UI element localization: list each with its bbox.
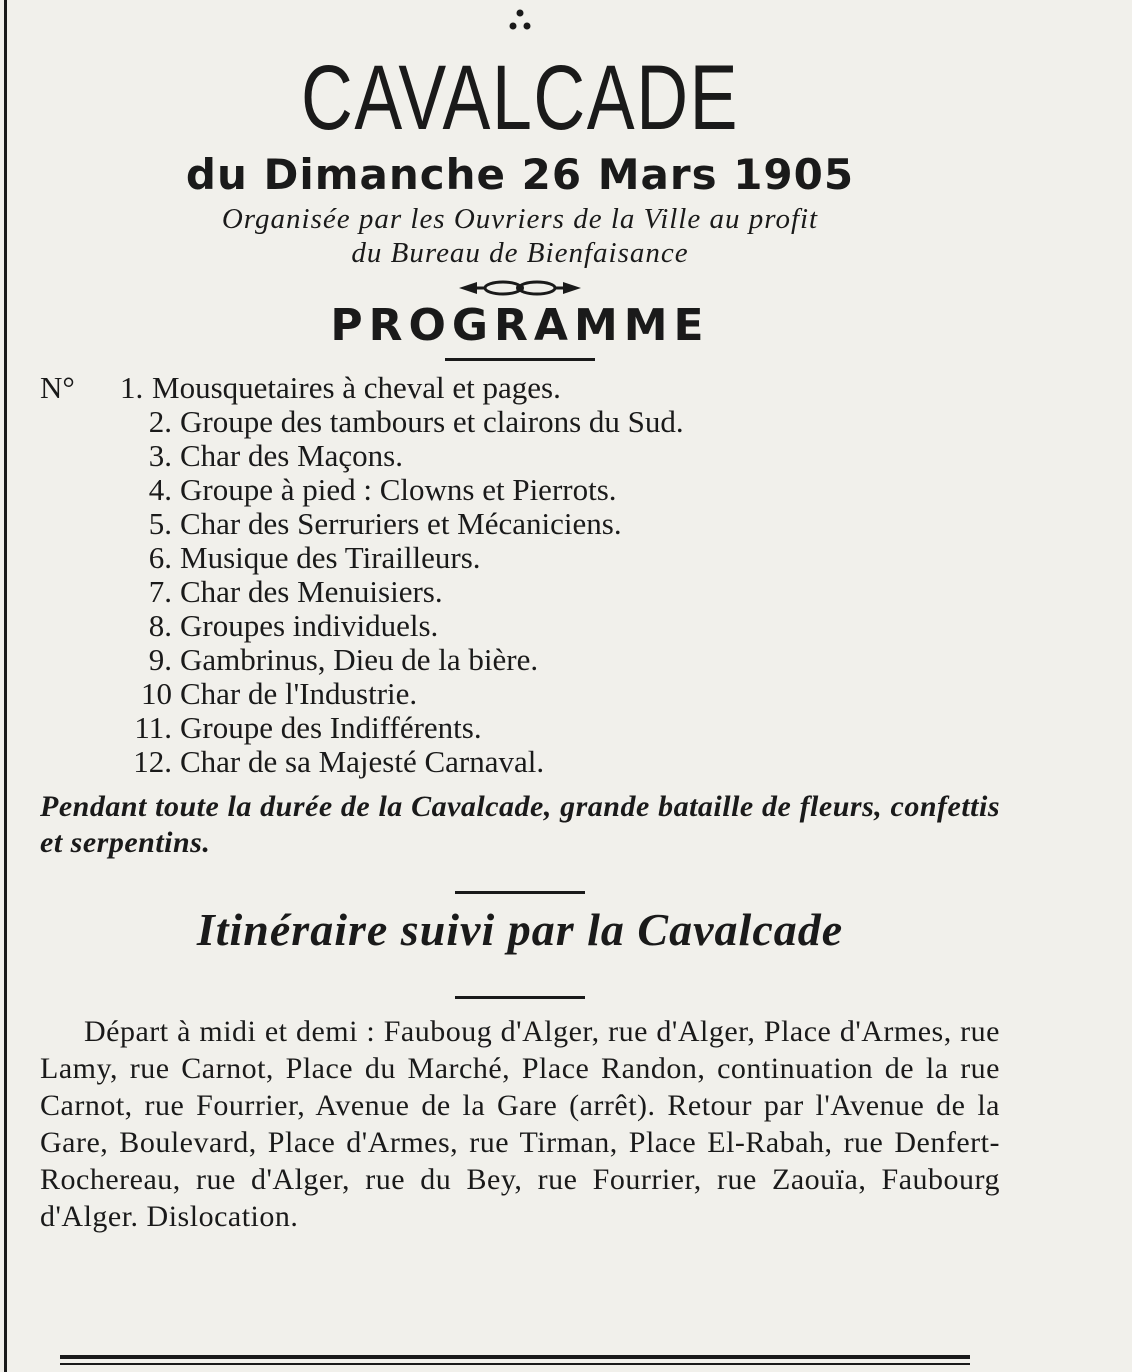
newspaper-notice [40,0,1000,1265]
item-label: Char de sa Majesté Carnaval. [180,744,545,779]
list-item [40,473,1000,507]
item-number: 10 [141,676,172,711]
event-date: du Dimanche 26 Mars 1905 [185,150,855,199]
list-item [40,745,1000,779]
item-number: 3. [148,438,172,473]
list-item [40,643,1000,677]
item-number: 5. [148,506,172,541]
item-label: Musique des Tirailleurs. [180,540,481,575]
item-number: 7. [148,574,172,609]
organiser-line-2: du Bureau de Bienfaisance [351,237,689,269]
item-number: 8. [148,608,172,643]
list-item [40,439,1000,473]
divider-ornament [40,276,1000,302]
list-item [40,507,1000,541]
item-label: Char des Maçons. [180,438,403,473]
item-number: 12. [133,744,172,779]
asterism-ornament [40,4,1000,44]
bottom-double-rule-thin [60,1363,970,1365]
list-item [40,405,1000,439]
itinerary-text: Départ à midi et demi : Fauboug d'Alger, rue d'Alger, Place d'Armes, rue Lamy, rue Carnot, Place du Marché, Place Randon, continuation de la rue Carnot, rue Fourrier, Avenue de la Gare (arrêt). Retour par l'Avenue de la Gare, Boulevard, Place d'Armes, rue Tirman, Place El-Rabah, rue Denfert-Rochereau, rue d'Alger, rue du Bey, rue Fourrier, rue Zaouïa, Faubourg d'Alger. Dislocation. [40,1015,1000,1234]
item-label: Char de l'Industrie. [180,676,418,711]
item-number: 11. [134,710,172,745]
programme-list [40,371,1000,779]
scroll-divider-icon [455,276,585,300]
item-label: Char des Menuisiers. [180,574,443,609]
item-label: Groupe des Indifférents. [180,710,482,745]
organiser-line-1: Organisée par les Ouvriers de la Ville au profit [221,203,819,235]
list-item [40,541,1000,575]
item-label: Gambrinus, Dieu de la bière. [180,642,539,677]
list-item [40,711,1000,745]
item-label: Groupes individuels. [180,608,439,643]
organiser-line [40,202,1000,270]
itinerary-heading: Itinéraire suivi par la Cavalcade [196,904,844,955]
list-item [40,609,1000,643]
list-item [40,677,1000,711]
number-prefix: N° [40,370,75,405]
asterism-icon [500,4,540,44]
item-number: 2. [148,404,172,439]
bottom-double-rule [60,1355,970,1359]
list-item [40,371,1000,405]
item-number: 6. [148,540,172,575]
item-label: Groupe des tambours et clairons du Sud. [180,404,684,439]
section-rule [455,891,585,894]
item-label: Mousquetaires à cheval et pages. [152,370,561,405]
list-item [40,575,1000,609]
item-number: 4. [148,472,172,507]
flower-battle-notice: Pendant toute la durée de la Cavalcade, grande bataille de fleurs, confettis et serpentins. [40,790,1000,859]
item-number: 1. [120,370,144,405]
itinerary-underline [455,996,585,999]
item-label: Char des Serruriers et Mécaniciens. [180,506,622,541]
item-label: Groupe à pied : Clowns et Pierrots. [180,472,617,507]
left-column-rule [4,0,7,1372]
heading-underline [445,358,595,361]
item-number: 9. [148,642,172,677]
programme-heading: PROGRAMME [330,300,710,351]
page-title: CAVALCADE [300,47,740,149]
